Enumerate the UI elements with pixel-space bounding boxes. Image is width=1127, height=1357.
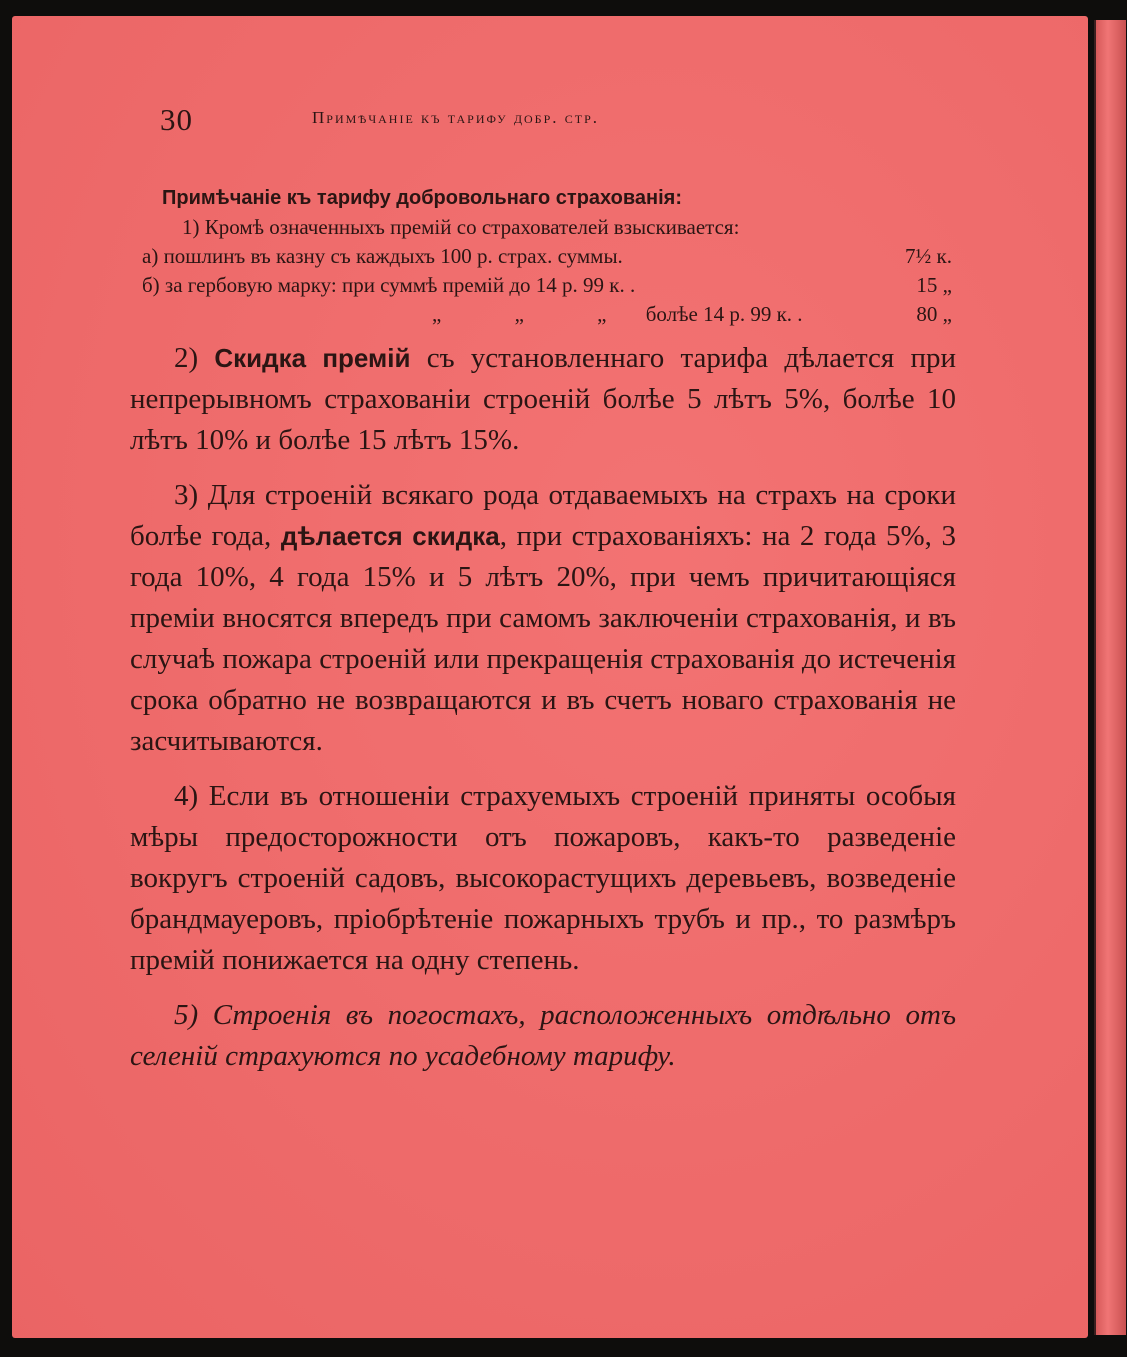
bold-phrase: дѣлается скидка [280, 521, 500, 551]
ditto-marks: „ „ „ [432, 302, 641, 326]
note-line [142, 242, 952, 271]
paragraph-text: съ установленнаго тарифа дѣлается при непрерывномъ страхованіи строеній болѣе 5 лѣтъ 5%, болѣе 10 лѣтъ 10% и болѣе 15 лѣтъ 15%. [130, 342, 957, 456]
running-title: Примѣчаніе къ тарифу добр. стр. [312, 108, 599, 127]
book-page [12, 16, 1088, 1338]
note-line [142, 300, 952, 329]
paragraph-4: 4) Если въ отношеніи страхуемыхъ строеній приняты особыя мѣры предосторожности отъ пожаровъ, какъ-то разведеніе вокругъ строеній садовъ, высокорастущихъ деревьевъ, возведеніе брандмауеровъ, пріобрѣтеніе пожарныхъ трубъ и пр., то размѣръ премій понижается на одну степень. [130, 780, 956, 976]
book-spine [1094, 20, 1126, 1335]
note-line-amount: 7½ к. [905, 244, 952, 268]
note-title: Примѣчаніе къ тарифу добровольнаго страхованія: [162, 187, 682, 209]
running-head [12, 102, 1088, 142]
note-line [142, 271, 952, 300]
note-line: 1) Кромѣ означенныхъ премій со страхователей взыскивается: [182, 215, 740, 239]
note-line-text: а) пошлинъ въ казну съ каждыхъ 100 р. страх. суммы. [142, 244, 623, 268]
bold-phrase: Скидка премій [214, 343, 411, 373]
paragraph-5: 5) Строенія въ погостахъ, расположенныхъ отдѣльно отъ селеній страхуются по усадебному тарифу. [130, 999, 956, 1072]
note-line-text: б) за гербовую марку: при суммѣ премій до 14 р. 99 к. . [142, 273, 636, 297]
note-line-amount: 15 „ [916, 273, 952, 297]
note-line-amount: 80 „ [916, 302, 952, 326]
note-line-text: болѣе 14 р. 99 к. . [645, 302, 803, 326]
page-number: 30 [160, 102, 193, 137]
paragraph-text: , при страхованіяхъ: на 2 года 5%, 3 года 10%, 4 года 15% и 5 лѣтъ 20%, при чемъ причитающіяся преміи вносятся впередъ при самомъ заключеніи страхованія, и въ случаѣ пожара строеній или прекращенія страхованія до истеченія срока обратно не возвращаются и въ счетъ новаго страхованія не засчитываются. [130, 520, 957, 757]
tariff-note [142, 184, 952, 329]
paragraph-3 [130, 475, 956, 762]
paragraph-text: 3) Для строеній всякаго рода отдаваемыхъ на страхъ на сроки болѣе года, [130, 479, 956, 552]
main-text [130, 338, 956, 1091]
paragraph-number: 2) [174, 342, 199, 374]
paragraph-2 [130, 338, 956, 461]
